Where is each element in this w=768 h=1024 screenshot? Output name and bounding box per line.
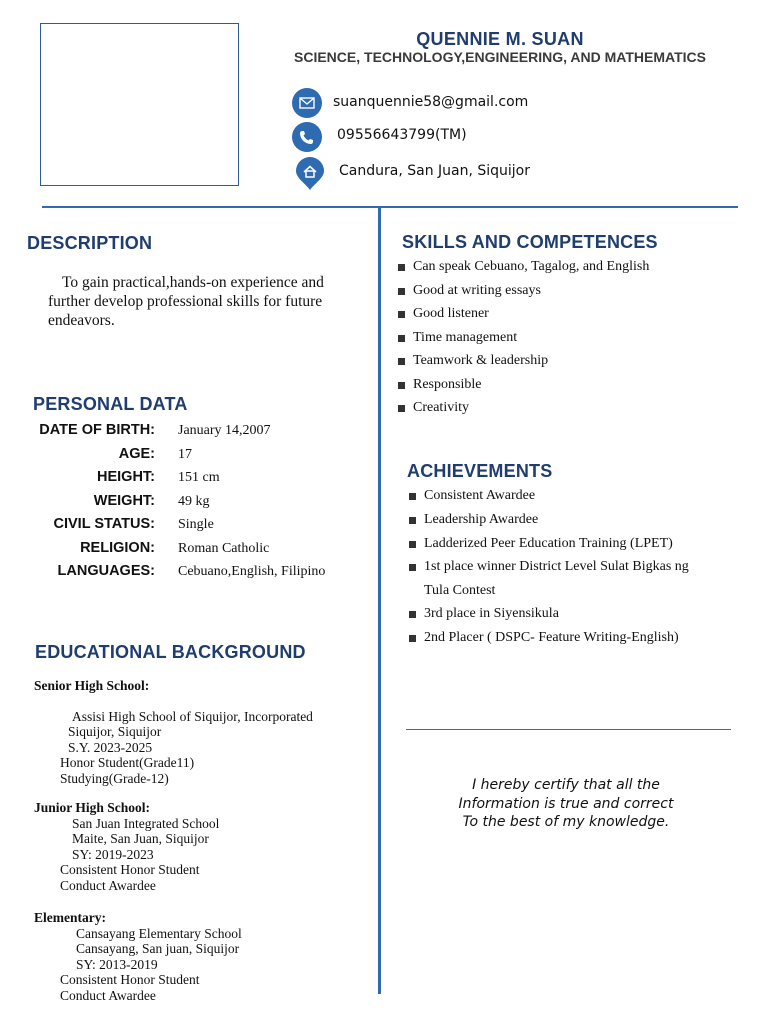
bullet-square-icon — [398, 382, 405, 389]
education-heading: EDUCATIONAL BACKGROUND — [35, 642, 306, 662]
school-address: Siquijor, Siquijor — [68, 724, 162, 740]
senior-high-heading: Senior High School: — [34, 678, 150, 693]
achievement-item: Leadership Awardee — [424, 512, 539, 527]
personal-row — [20, 516, 360, 538]
home-location-icon — [295, 157, 325, 191]
bullet-square-icon — [409, 635, 416, 642]
bullet-square-icon — [398, 264, 405, 271]
personal-value: 49 kg — [178, 494, 210, 509]
resume-field: SCIENCE, TECHNOLOGY,ENGINEERING, AND MATHEMATICS — [294, 49, 706, 65]
skill-item: Time management — [413, 330, 518, 345]
school-status: Studying(Grade-12) — [60, 770, 169, 786]
personal-row — [20, 540, 360, 562]
skill-item: Can speak Cebuano, Tagalog, and English — [413, 259, 650, 274]
achievements-heading: ACHIEVEMENTS — [407, 461, 553, 481]
personal-label: HEIGHT: — [97, 469, 155, 485]
school-year: S.Y. 2023-2025 — [68, 739, 153, 755]
mail-icon — [292, 88, 322, 118]
personal-value: 151 cm — [178, 470, 220, 485]
achievement-item: 1st place winner District Level Sulat Bigkas ng — [424, 559, 689, 574]
personal-label: RELIGION: — [80, 540, 155, 556]
skill-item: Teamwork & leadership — [413, 353, 549, 368]
personal-label: WEIGHT: — [93, 493, 155, 509]
personal-row — [20, 469, 360, 491]
achievement-item: Consistent Awardee — [424, 488, 536, 503]
description-heading: DESCRIPTION — [27, 233, 153, 253]
school-name: San Juan Integrated School — [72, 815, 220, 831]
bullet-square-icon — [409, 564, 416, 571]
skill-item: Good listener — [413, 306, 489, 321]
resume-name: QUENNIE M. SUAN — [416, 29, 584, 49]
contact-address: Candura, San Juan, Siquijor — [339, 163, 531, 179]
education-senior — [34, 678, 354, 787]
junior-high-heading: Junior High School: — [34, 800, 151, 815]
certification-statement — [406, 776, 726, 832]
bullet-square-icon — [398, 335, 405, 342]
personal-label: LANGUAGES: — [57, 563, 155, 579]
personal-value: January 14,2007 — [178, 423, 271, 438]
education-elementary — [34, 910, 354, 1004]
signature-line — [406, 729, 731, 730]
school-honor: Honor Student(Grade11) — [60, 755, 195, 771]
school-name: Cansayang Elementary School — [76, 925, 242, 941]
achievement-item-continued: Tula Contest — [424, 583, 496, 598]
school-award: Conduct Awardee — [60, 987, 156, 1003]
school-address: Maite, San Juan, Siquijor — [72, 831, 209, 847]
personal-row — [20, 446, 360, 468]
personal-row — [20, 493, 360, 515]
phone-icon — [292, 122, 322, 152]
elementary-heading: Elementary: — [34, 910, 106, 925]
personal-label: AGE: — [118, 446, 155, 462]
bullet-square-icon — [398, 358, 405, 365]
skill-item: Good at writing essays — [413, 283, 541, 298]
school-year: SY: 2013-2019 — [76, 956, 158, 972]
certification-line: I hereby certify that all the — [472, 777, 660, 793]
personal-label: DATE OF BIRTH: — [39, 422, 155, 438]
bullet-square-icon — [409, 517, 416, 524]
school-name: Assisi High School of Siquijor, Incorporated — [72, 708, 313, 724]
school-award: Conduct Awardee — [60, 877, 156, 893]
skill-item: Responsible — [413, 377, 482, 392]
bullet-square-icon — [409, 611, 416, 618]
achievement-item: Ladderized Peer Education Training (LPET) — [424, 536, 673, 551]
personal-value: Cebuano,English, Filipino — [178, 564, 326, 579]
skills-heading: SKILLS AND COMPETENCES — [402, 232, 658, 252]
school-honor: Consistent Honor Student — [60, 972, 200, 988]
achievement-item: 3rd place in Siyensikula — [424, 606, 559, 621]
personal-label: CIVIL STATUS: — [53, 516, 155, 532]
skill-item: Creativity — [413, 400, 469, 415]
achievement-item: 2nd Placer ( DSPC- Feature Writing-English) — [424, 630, 679, 645]
bullet-square-icon — [409, 493, 416, 500]
personal-value: Single — [178, 517, 214, 532]
bullet-square-icon — [398, 405, 405, 412]
education-junior — [34, 800, 354, 894]
bullet-square-icon — [398, 288, 405, 295]
personal-data-heading: PERSONAL DATA — [33, 394, 188, 414]
header-divider — [42, 206, 738, 208]
column-divider — [378, 208, 381, 994]
bullet-square-icon — [409, 541, 416, 548]
personal-value: 17 — [178, 447, 192, 462]
bullet-square-icon — [398, 311, 405, 318]
certification-line: Information is true and correct — [458, 795, 674, 812]
school-address: Cansayang, San juan, Siquijor — [76, 941, 240, 957]
school-year: SY: 2019-2023 — [72, 846, 154, 862]
school-honor: Consistent Honor Student — [60, 862, 200, 878]
photo-frame — [40, 23, 239, 186]
contact-phone[interactable]: 09556643799(TM) — [337, 127, 467, 143]
personal-row — [20, 563, 360, 585]
contact-email[interactable]: suanquennie58@gmail.com — [333, 94, 529, 110]
description-text: To gain practical,hands-on experience and further develop professional skills for future endeavors. — [48, 274, 324, 329]
certification-line: To the best of my knowledge. — [462, 814, 670, 830]
personal-row — [20, 422, 360, 444]
personal-value: Roman Catholic — [178, 541, 270, 556]
